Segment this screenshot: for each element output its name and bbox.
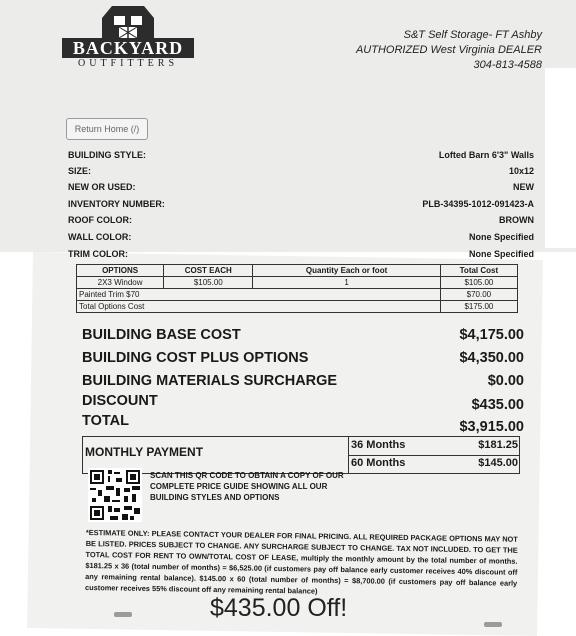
dealer-info [356, 28, 542, 73]
info-label: ROOF COLOR: [68, 215, 132, 225]
logo-wordmark: BACKYARD [62, 38, 194, 58]
backyard-outfitters-logo [62, 2, 196, 68]
cost-label: BUILDING COST PLUS OPTIONS [82, 350, 309, 366]
cost-value: $0.00 [487, 373, 524, 389]
clip-mark [114, 612, 132, 617]
cost-label: BUILDING BASE COST [82, 327, 241, 343]
info-label: WALL COLOR: [68, 232, 132, 242]
info-roof-color [68, 215, 534, 229]
header-quantity: Quantity Each or foot [253, 265, 440, 277]
info-label: BUILDING STYLE: [68, 150, 146, 160]
cost-value: $4,175.00 [459, 327, 524, 343]
monthly-option-36 [349, 437, 520, 456]
amount: $145.00 [478, 457, 518, 469]
cost-base [82, 327, 524, 347]
cell-option: 2X3 Window [77, 277, 164, 289]
info-value: None Specified [468, 232, 534, 242]
table-row [77, 277, 518, 289]
months: 60 Months [351, 457, 406, 469]
cost-total [82, 413, 524, 433]
info-value: BROWN [499, 215, 534, 225]
cost-value: $435.00 [471, 397, 524, 413]
qr-instructions: SCAN THIS QR CODE TO OBTAIN A COPY OF OUR COMPLETE PRICE GUIDE SHOWING ALL OUR BUILDING STYLES AND OPTIONS [150, 471, 344, 502]
cost-label: DISCOUNT [82, 393, 158, 409]
amount: $181.25 [478, 439, 518, 451]
header-options: OPTIONS [77, 265, 164, 277]
monthly-option-60 [349, 455, 520, 473]
cost-label: BUILDING MATERIALS SURCHARGE [82, 373, 338, 389]
info-label: NEW OR USED: [68, 182, 136, 192]
info-building-style [68, 150, 534, 164]
cell-total: $105.00 [440, 277, 517, 289]
cost-discount [82, 393, 524, 413]
discount-promo: $435.00 Off! [210, 594, 348, 622]
table-row [77, 289, 518, 301]
table-row [77, 301, 518, 313]
info-size [68, 166, 534, 180]
cell-painted-trim: Painted Trim $70 [77, 289, 441, 301]
info-value: 10x12 [508, 166, 534, 176]
cost-label: TOTAL [82, 413, 129, 429]
monthly-payment-box [82, 436, 520, 474]
info-value: Lofted Barn 6'3" Walls [438, 150, 534, 160]
cell-quantity: 1 [253, 277, 440, 289]
monthly-payment-label: MONTHLY PAYMENT [85, 445, 204, 459]
cell-total-options: Total Options Cost [77, 301, 441, 313]
info-label: INVENTORY NUMBER: [68, 199, 165, 209]
info-new-or-used [68, 182, 534, 196]
clip-mark [484, 622, 502, 627]
cell-total: $70.00 [440, 289, 517, 301]
background-gap [545, 68, 576, 248]
info-label: TRIM COLOR: [68, 249, 128, 259]
cost-value: $3,915.00 [459, 419, 524, 435]
cell-total: $175.00 [440, 301, 517, 313]
cost-plus-options [82, 350, 524, 370]
cell-cost-each: $105.00 [164, 277, 253, 289]
cost-value: $4,350.00 [459, 350, 524, 366]
info-value: PLB-34395-1012-091423-A [422, 199, 534, 209]
options-table-header [77, 265, 518, 277]
return-home-button[interactable]: Return Home (/) [66, 118, 148, 140]
qr-code-icon[interactable] [88, 468, 142, 522]
dealer-tagline: AUTHORIZED West Virginia DEALER [355, 44, 542, 56]
monthly-payment-options [348, 437, 520, 473]
options-table [76, 264, 518, 313]
info-inventory-number [68, 199, 534, 213]
info-label: SIZE: [68, 166, 92, 176]
logo-subtitle: OUTFITTERS [78, 58, 178, 69]
dealer-name: S&T Self Storage- FT Ashby [403, 29, 542, 41]
barn-icon [98, 2, 158, 38]
dealer-phone: 304-813-4588 [473, 59, 542, 71]
info-trim-color [68, 249, 534, 263]
months: 36 Months [351, 439, 406, 451]
header-total-cost: Total Cost [440, 265, 517, 277]
info-value: NEW [513, 182, 534, 192]
estimate-disclaimer: *ESTIMATE ONLY: PLEASE CONTACT YOUR DEALER FOR FINAL PRICING. ALL REQUIRED PACKAGE OPTIONS MAY NOT BE LISTED. PRICES SUBJECT TO CHANGE. ANY SURCHARGE SUBJECT TO CHANGE. TAX NOT INCLUDED. TO GET THE TOTAL COST FOR RENT TO OWN/TOTAL COST OF LEASE, multiply the monthly amount by the total number of months. $181.25 x 36 (total number of months) = $6,525.00 (if customers pay off balance early customer receives 40% discount off any remaining rental balance). $145.00 x 60 (total number of months) = $8,700.00 (if customers pay off balance early customer receives 55% discount off any remaining rental balance) [84, 527, 518, 596]
cost-surcharge [82, 373, 524, 393]
info-wall-color [68, 232, 534, 246]
header-cost-each: COST EACH [164, 265, 253, 277]
info-value: None Specified [468, 249, 534, 259]
